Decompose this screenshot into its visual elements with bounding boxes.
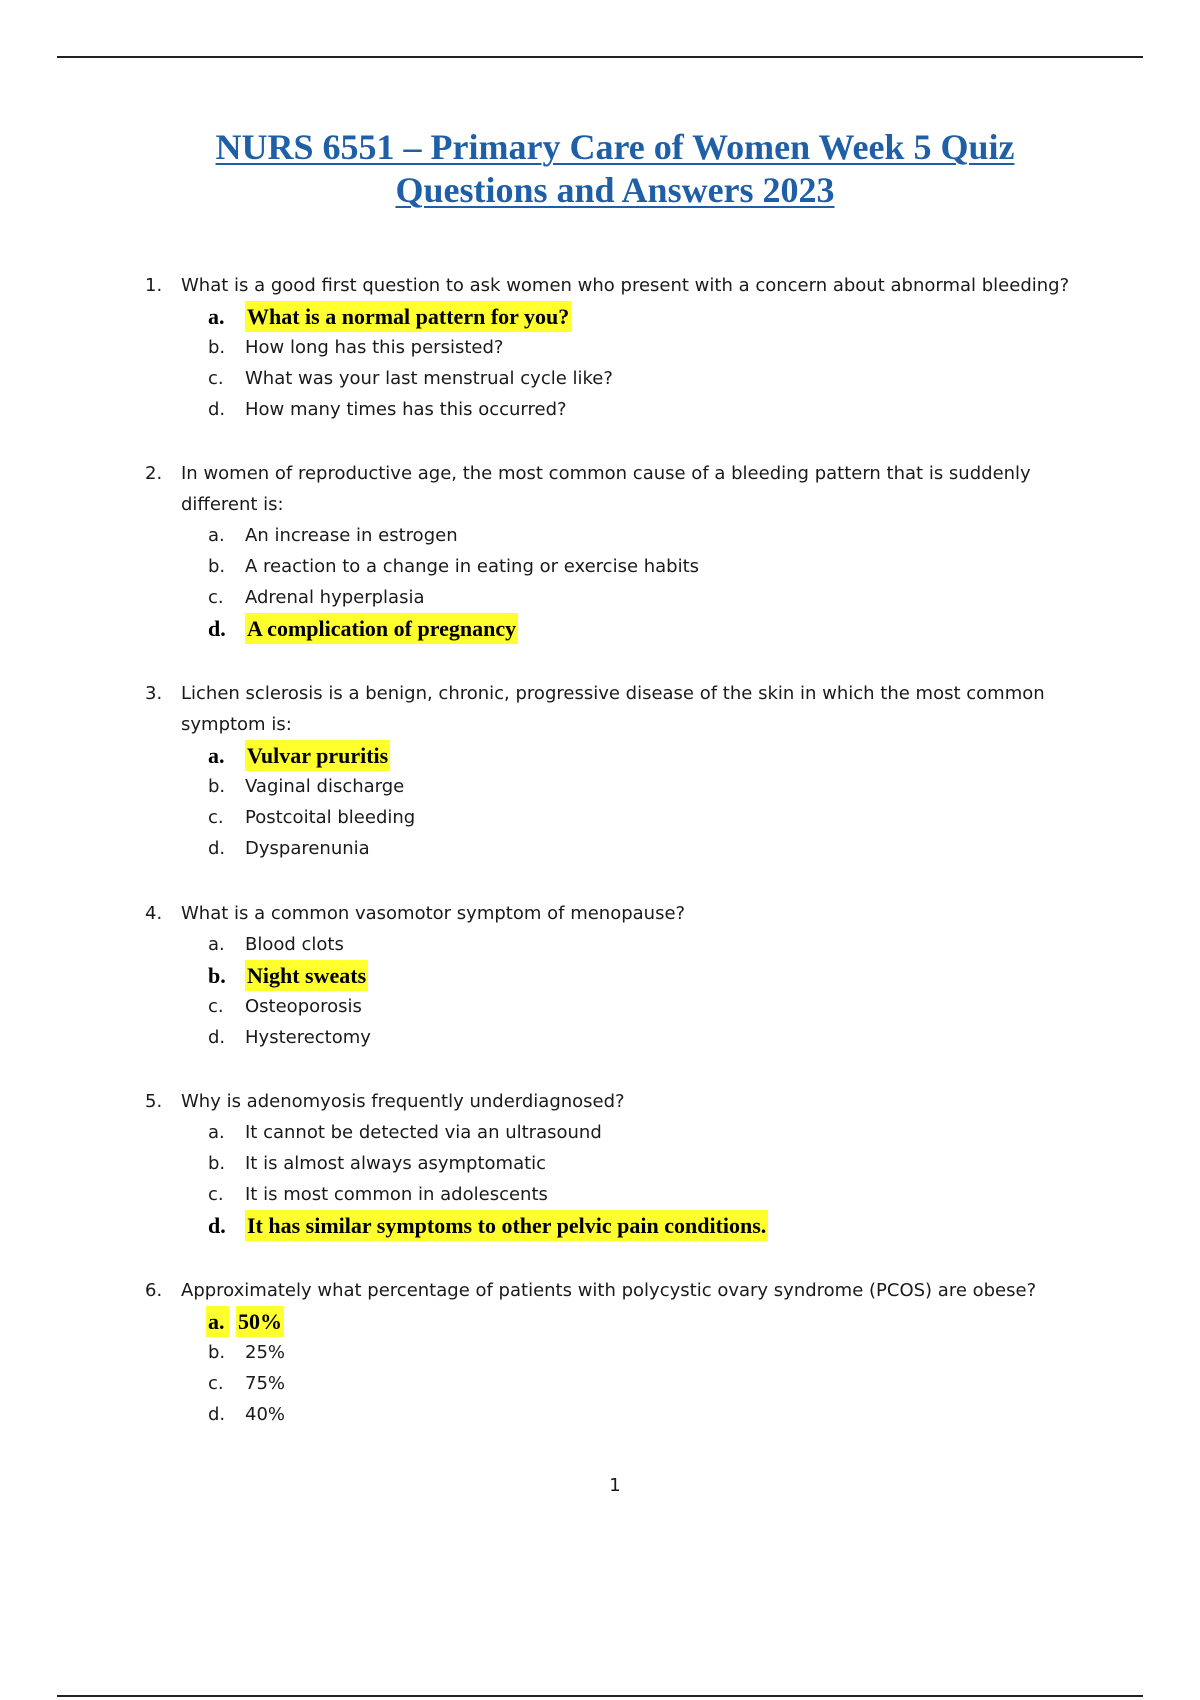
answer-option xyxy=(0,1399,1200,1430)
option-text: Postcoital bleeding xyxy=(245,807,416,828)
answer-option xyxy=(0,394,1200,425)
option-text: It has similar symptoms to other pelvic pain conditions. xyxy=(245,1210,768,1241)
option-text: 25% xyxy=(245,1342,286,1363)
answer-option xyxy=(0,929,1200,960)
answer-option xyxy=(0,551,1200,582)
option-text: A complication of pregnancy xyxy=(245,613,518,644)
option-letter: b. xyxy=(208,556,226,577)
question-text: Why is adenomyosis frequently underdiagnosed? xyxy=(181,1091,625,1112)
question-number: 3. xyxy=(145,683,163,704)
answer-option xyxy=(0,1179,1200,1210)
document-title xyxy=(150,126,1080,212)
question-text: Lichen sclerosis is a benign, chronic, progressive disease of the skin in which the most common symptom is: xyxy=(181,683,1045,735)
question-number: 6. xyxy=(145,1280,163,1301)
title-line-1: NURS 6551 – Primary Care of Women Week 5 Quiz xyxy=(215,127,1015,167)
page-number: 1 xyxy=(609,1475,621,1496)
option-text: Osteoporosis xyxy=(245,996,362,1017)
option-letter: b. xyxy=(208,1153,226,1174)
option-text: Vulvar pruritis xyxy=(245,740,390,771)
answer-option xyxy=(0,1022,1200,1053)
option-text: 40% xyxy=(245,1404,286,1425)
answer-option xyxy=(0,771,1200,802)
option-letter: b. xyxy=(208,963,226,988)
option-text: Night sweats xyxy=(245,960,368,991)
option-letter: d. xyxy=(208,616,226,641)
answer-option-correct xyxy=(0,613,1200,644)
answer-option xyxy=(0,582,1200,613)
option-text: How many times has this occurred? xyxy=(245,399,567,420)
option-letter: a. xyxy=(208,304,225,329)
title-line-2: Questions and Answers 2023 xyxy=(395,170,835,210)
option-text: Blood clots xyxy=(245,934,344,955)
option-text: How long has this persisted? xyxy=(245,337,504,358)
option-letter: b. xyxy=(208,776,226,797)
option-letter: d. xyxy=(208,1027,226,1048)
question-text: What is a common vasomotor symptom of menopause? xyxy=(181,903,686,924)
option-text: Hysterectomy xyxy=(245,1027,371,1048)
option-letter: d. xyxy=(208,1404,226,1425)
option-letter: c. xyxy=(208,1373,224,1394)
answer-option xyxy=(0,1148,1200,1179)
answer-option xyxy=(0,1337,1200,1368)
option-text: It is almost always asymptomatic xyxy=(245,1153,547,1174)
option-text: Vaginal discharge xyxy=(245,776,405,797)
option-letter: c. xyxy=(208,1184,224,1205)
answer-option-correct xyxy=(0,301,1200,332)
answer-option-correct xyxy=(0,1210,1200,1241)
answer-option xyxy=(0,1117,1200,1148)
option-letter: d. xyxy=(208,1213,226,1238)
option-text: Dysparenunia xyxy=(245,838,370,859)
answer-option xyxy=(0,332,1200,363)
question-number: 2. xyxy=(145,463,163,484)
option-letter: d. xyxy=(208,838,226,859)
option-letter: a. xyxy=(208,743,225,768)
option-letter: c. xyxy=(208,587,224,608)
question-number: 4. xyxy=(145,903,163,924)
option-letter: c. xyxy=(208,807,224,828)
option-text: It is most common in adolescents xyxy=(245,1184,548,1205)
answer-option xyxy=(0,363,1200,394)
top-rule xyxy=(57,56,1143,58)
question-text: In women of reproductive age, the most common cause of a bleeding pattern that is suddenly different is: xyxy=(181,463,1031,515)
question-text: Approximately what percentage of patients with polycystic ovary syndrome (PCOS) are obese? xyxy=(181,1280,1037,1301)
option-text: It cannot be detected via an ultrasound xyxy=(245,1122,602,1143)
option-text: What is a normal pattern for you? xyxy=(245,301,571,332)
option-text: What was your last menstrual cycle like? xyxy=(245,368,613,389)
option-letter: a. xyxy=(208,934,225,955)
answer-option xyxy=(0,833,1200,864)
question-text: What is a good first question to ask women who present with a concern about abnormal bleeding? xyxy=(181,275,1070,296)
option-letter: a. xyxy=(206,1306,229,1337)
answer-option-correct xyxy=(0,1306,1200,1337)
option-text: Adrenal hyperplasia xyxy=(245,587,425,608)
option-letter: b. xyxy=(208,1342,226,1363)
question-number: 1. xyxy=(145,275,163,296)
option-text: 75% xyxy=(245,1373,286,1394)
answer-option xyxy=(0,802,1200,833)
option-letter: b. xyxy=(208,337,226,358)
option-letter: c. xyxy=(208,996,224,1017)
option-text: An increase in estrogen xyxy=(245,525,458,546)
answer-option-correct xyxy=(0,740,1200,771)
option-letter: c. xyxy=(208,368,224,389)
option-text: 50% xyxy=(236,1306,284,1337)
answer-option-correct xyxy=(0,960,1200,991)
answer-option xyxy=(0,991,1200,1022)
answer-option xyxy=(0,520,1200,551)
answer-option xyxy=(0,1368,1200,1399)
option-letter: d. xyxy=(208,399,226,420)
question-number: 5. xyxy=(145,1091,163,1112)
option-letter: a. xyxy=(208,1122,225,1143)
option-letter: a. xyxy=(208,525,225,546)
bottom-rule xyxy=(57,1695,1143,1697)
option-text: A reaction to a change in eating or exercise habits xyxy=(245,556,700,577)
